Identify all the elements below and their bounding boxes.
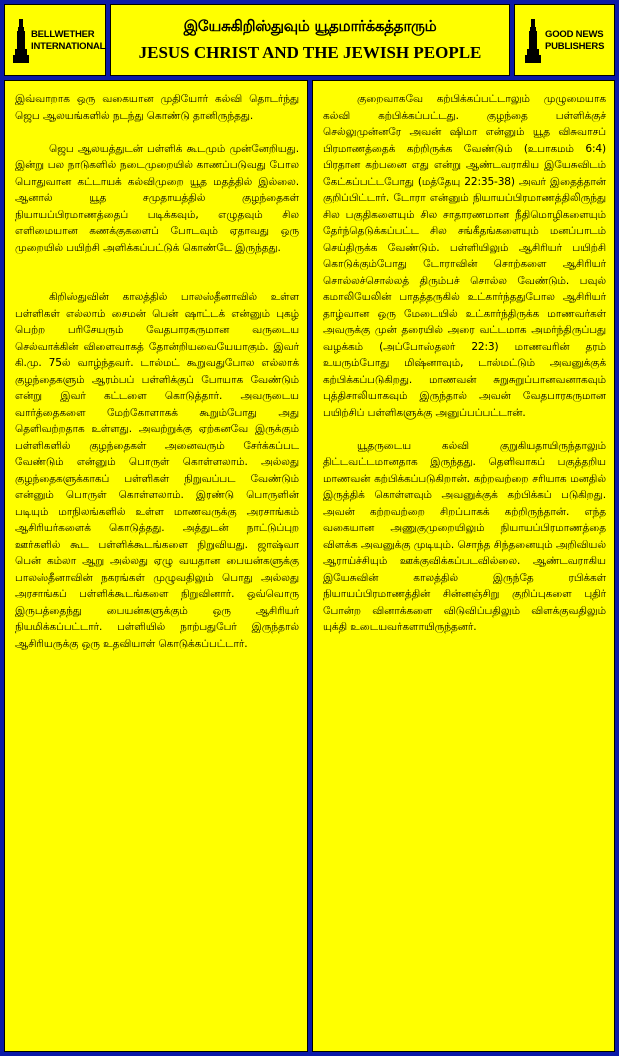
right-paragraph-1: குறைவாகவே கற்பிக்கப்பட்டாலும் முழுமையாக கல்வி கற்பிக்கப்பட்டது. குழந்தை பள்ளிக்குச் செல்லுமுன்னரே அவன் ஷிமா என்னும் யூத விசுவாசப் பிரமாணத்தைக் கற்றிருக்க வேண்டும் (உபாகமம் 6:4) பிரதான கற்பனை எது என்று ஆண்டவராகிய இயேசுவிடம் கேட்கப்பட்டபோது (மத்தேயு 22:35-38) அவர் இதைத்தான் குறிப்பிட்டார். டோரா என்னும் நியாயப்பிரமாணத்திலிருந்து சில பகுதிகளையும் சில சாதாரணமான நீதிமொழிகளையும் தேர்ந்தெடுக்கப்பட்ட சில சங்கீதங்களையும் மனப்பாடம் செய்திருக்க வேண்டும். பள்ளியிலும் ஆசிரியர் பயிற்சி கொடுக்கும்போது டோராவின் சொற்களை ஆசிரியர் சொல்லச்சொல்லத் திரும்பச் சொல்ல வேண்டும். பவுல் கமாலியேலின் பாதத்தருகில் உட்கார்ந்ததுபோல ஆசிரியர் தாழ்வான ஒரு மேடையில் உட்கார்ந்திருக்க மாணவர்கள் அவருக்கு முன் தரையில் அரை வட்டமாக அமர்ந்திருப்பது வழக்கம் (அப்போஸ்தலர் 22:3) மாணவரின் தரம் உயரும்போது மிஷ்னாவும், டால்மட்டும் அவனுக்குக் கற்பிக்கப்படுகிறது. மாணவன் சுறுசுறுப்பானவனாகவும் புத்திசாலியாகவும் இருந்தால் அவன் வேதபாரகருமான பயிற்சிப் பள்ளிகளுக்கு அனுப்பப்பட்டான்.	[323, 93, 606, 419]
bellwether-logo-box	[4, 4, 106, 76]
page-title-english: JESUS CHRIST AND THE JEWISH PEOPLE	[138, 43, 482, 62]
right-column-text	[323, 91, 606, 652]
bellwether-logo-text	[31, 29, 105, 53]
good-news-logo-icon	[525, 19, 541, 63]
good-news-logo-text	[545, 29, 604, 53]
left-paragraph-1: இவ்வாறாக ஒரு வகையான முதியோர் கல்வி தொடர்ந்து ஜெப ஆலயங்களில் நடந்து கொண்டு தானிருந்தது.	[15, 93, 299, 122]
good-news-logo-line-1: GOOD NEWS	[545, 29, 604, 40]
bellwether-logo-line-2: INTERNATIONAL	[31, 41, 106, 52]
bellwether-logo-icon	[13, 19, 29, 63]
left-paragraph-2: ஜெப ஆலயத்துடன் பள்ளிக் கூடமும் முன்னேறியது. இன்று பல நாடுகளில் நடைமுறையில் காணப்படுவது போல பொதுவான கட்டாயக் கல்விமுறை யூத மதத்தில் இல்லை. ஆனால் யூத சமுதாயத்தில் குழந்தைகள் நியாயப்பிரமாணத்தைப் படிக்கவும், எழுதவும் சில எளிமையான கணக்குகளைப் போடவும் ஏதாவது ஒரு முறையில் பயிற்சி அளிக்கப்பட்டுக் கொண்டே இருந்தது.	[15, 142, 299, 254]
title-box	[110, 4, 510, 76]
right-paragraph-2: யூதருடைய கல்வி குறுகியதாயிருந்தாலும் திட்டவட்டமானதாக இருந்தது. தெளிவாகப் பகுத்தறிய மாணவன் கற்பிக்கப்படுகிறான். கற்றவற்றை சரியாக மனதில் இருத்திக் கொள்ளவும் அவனுக்குக் கற்பிக்கப் படுகிறது. அவன் கற்றவற்றை சிறப்பாகக் கற்றிருந்தான். எந்த வகையான அணுகுமுறையிலும் நியாயப்பிரமாணத்தை விளக்க அவனுக்கு முடியும். சொந்த சிந்தனையும் அறிவியல் ஆராய்ச்சியும் ஊக்குவிக்கப்படவில்லை. ஆண்டவராகிய இயேசுவின் காலத்தில் இருந்தே ரபிக்கள் நியாயப்பிரமாணத்தின் சின்னஞ்சிறு குறிப்புகளை புதிர் போன்ற வினாக்களை விடுவிப்பதிலும் விளக்குவதிலும் யுக்தி உடையவர்களாயிருந்தனர்.	[323, 439, 606, 633]
bellwether-logo-line-1: BELLWETHER	[31, 29, 95, 40]
left-column	[4, 80, 308, 1052]
left-paragraph-3: கிறிஸ்துவின் காலத்தில் பாலஸ்தீனாவில் உள்ள பள்ளிகள் எல்லாம் சைமன் பென் ஷாட்டக் என்னும் புகழ் பெற்ற பரிசேயரும் வேதபாரகருமான வருடைய செல்வாக்கின் விளைவாகத் தோன்றியவையேயாகும். இவர் கி.மு. 75ல் வாழ்ந்தவர். டால்மட் கூறுவதுபோல எல்லாக் குழந்தைகளும் ஆரம்பப் பள்ளிக்குப் போயாக வேண்டும் என்று இவர் கட்டளை கொடுத்தார். அவருடைய வார்த்தைகளை மேற்கோளாகக் கூறும்போது அது தெளிவற்றதாக உள்ளது. அவற்றுக்கு ஏற்கனவே இருக்கும் பள்ளிகளில் குழந்தைகள் அனைவரும் சேர்க்கப்பட வேண்டும் என்னும் பொருள் கொள்ளலாம். அல்லது குழந்தைகளுக்காகப் பள்ளிகள் நிறுவப்பட வேண்டும் என்னும் பொருள் கொள்ளலாம். இரண்டு பொருளின் படியும் மாநிலங்களில் உள்ள மாணவருக்கு அரசாங்கம் ஆசிரியர்களைக் கொடுத்தது. அத்துடன் நாட்டுப்புற ஊர்களில் கூட பள்ளிக்கூடங்களை நிறுவியது. ஜாஷ்வா பென் கம்லா ஆறு அல்லது ஏழு வயதான பையன்களுக்கு பாலஸ்தீனாவின் நகரங்கள் முழுவதிலும் பொது அல்லது அரசாங்கப் பள்ளிக்கூடங்களை நிறுவினார். ஒவ்வொரு இருபத்தைந்து பையன்களுக்கும் ஒரு ஆசிரியர் நியமிக்கப்பட்டார். பள்ளியில் நாற்பதுபேர் இருந்தால் ஆசிரியருக்கு ஒரு உதவியாள் கொடுக்கப்பட்டார்.	[15, 291, 299, 650]
good-news-logo-box	[514, 4, 615, 76]
left-column-text	[15, 91, 299, 669]
good-news-logo-line-2: PUBLISHERS	[545, 41, 605, 52]
page-title-tamil: இயேசுகிறிஸ்துவும் யூதமார்க்கத்தாரும்	[183, 17, 437, 35]
right-column	[312, 80, 615, 1052]
